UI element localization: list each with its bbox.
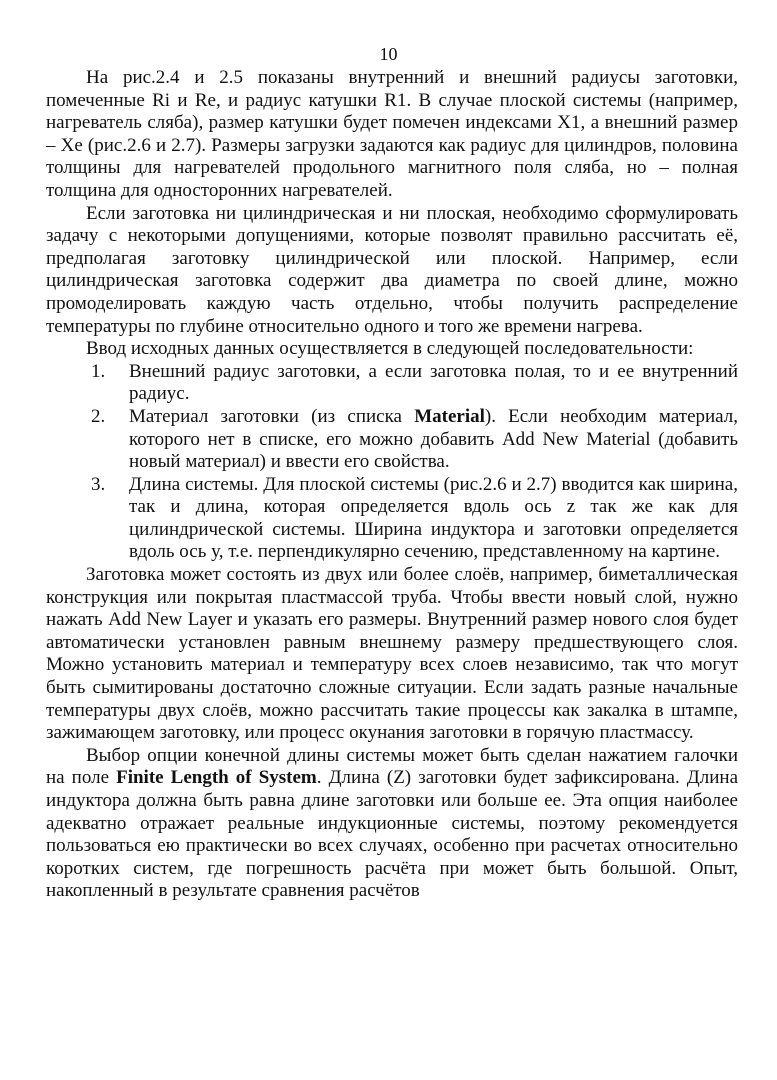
list-item: 2. Материал заготовки (из списка Material). Если необходим материал, которого нет в списке, его можно добавить Add New Material (добавить новый материал) и ввести его свойства. [91,405,739,473]
paragraph-input-order: Ввод исходных данных осуществляется в следующей последовательности: [86,338,694,360]
paragraph-finite-length: Выбор опции конечной длины системы может быть сделан нажатием галочки на поле Finite Length of System. Длина (Z) заготовки будет зафиксирована. Длина индуктора должна быть равна длине заготовки или больше ее. Эта опция наиболее адекватно отражает реальные индукционные системы, поэтому рекомендуется пользоваться ею практически во всех случаях, особенно при расчетах относительно коротких систем, где погрешность расчёта при может быть большой. Опыт, накопленный в результате сравнения расчётов [46,744,739,902]
paragraph-layers: Заготовка может состоять из двух или более слоёв, например, биметаллическая конструкция или покрытая пластмассой труба. Чтобы ввести новый слой, нужно нажать Add New Layer и указать его размеры. Внутренний размер нового слоя будет автоматически установлен равным внешнему размеру предшествующего слоя. Можно установить материал и температуру всех слоев независимо, так что могут быть сымитированы достаточно сложные ситуации. Если задать разные начальные температуры двух слоёв, можно рассчитать такие процессы как закалка в штампе, зажимающем заготовку, или процесс окунания заготовки в горячую пластмассу. [46,564,738,744]
page-number: 10 [379,44,398,64]
list-item: 3. Длина системы. Для плоской системы (рис.2.6 и 2.7) вводится как ширина, так и длина, которая определяется вдоль ось z так же как для цилиндрической системы. Ширина индуктора и заготовки определяется вдоль ось у, т.е. перпендикулярно сечению, представленному на картине. [91,473,738,563]
page-body [46,67,738,903]
list-item: 1. Внешний радиус заготовки, а если заготовка полая, то и ее внутренний радиус. [91,360,738,405]
list-item-number: 3. [91,473,106,495]
finite-length-term: Finite Length of System [116,767,317,789]
list-item-number: 1. [91,360,106,382]
material-term: Material [414,405,485,427]
paragraph-dimensions: На рис.2.4 и 2.5 показаны внутренний и внешний радиусы заготовки, помеченные Ri и Re, и радиус катушки R1. В случае плоской системы (например, нагреватель сляба), размер катушки будет помечен индексами X1, а внешний размер – Xe (рис.2.6 и 2.7). Размеры загрузки задаются как радиус для цилиндров, половина толщины для нагревателей продольного магнитного поля сляба, но – полная толщина для односторонних нагревателей. [46,67,738,201]
input-steps-list [46,361,738,564]
list-item-number: 2. [91,405,106,427]
paragraph-shape-assumptions: Если заготовка ни цилиндрическая и ни плоская, необходимо сформулировать задачу с некоторыми допущениями, которые позволят правильно рассчитать её, предполагая заготовку цилиндрической или плоской. Например, если цилиндрическая заготовка содержит два диаметра по своей длине, можно промоделировать каждую часть отдельно, чтобы получить распределение температуры по глубине относительно одного и того же времени нагрева. [46,202,738,337]
